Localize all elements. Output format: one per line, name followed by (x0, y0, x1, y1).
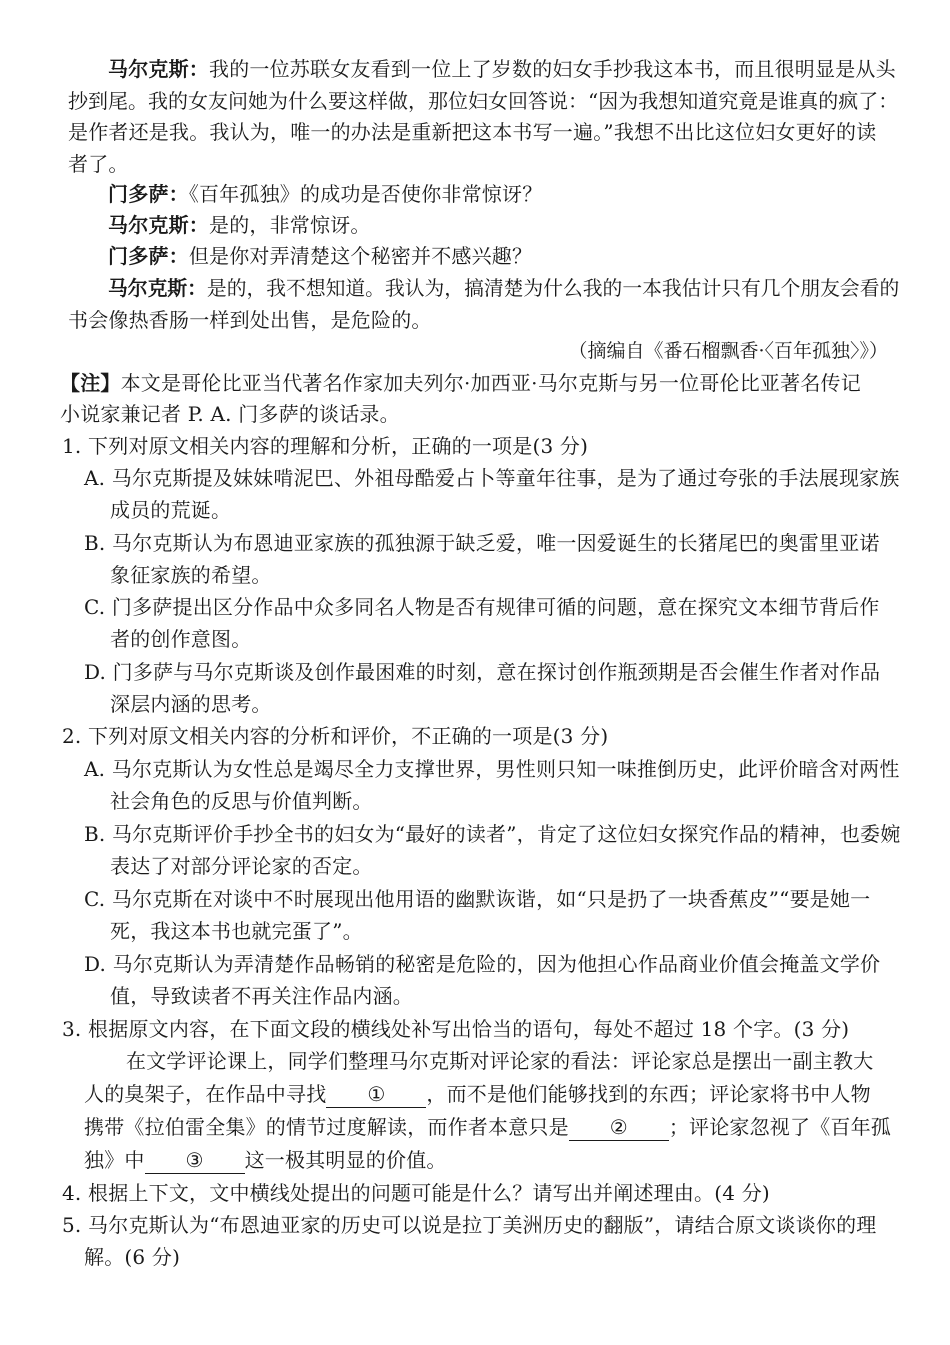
note-line: 【注】本文是哥伦比亚当代著名作家加夫列尔·加西亚·马尔克斯与另一位哥伦比亚著名传记 (60, 371, 861, 395)
q2-option-d: D. 马尔克斯认为弄清楚作品畅销的秘密是危险的，因为他担心作品商业价值会掩盖文学价 (84, 952, 881, 976)
dialogue-line: 门多萨：《百年孤独》的成功是否使你非常惊讶？ (108, 182, 543, 206)
dialogue-line: 门多萨：但是你对弄清楚这个秘密并不感兴趣？ (108, 244, 533, 268)
dialogue-line: 抄到尾。我的女友问她为什么要这样做，那位妇女回答说：“因为我想知道究竟是谁真的疯了： (68, 89, 899, 113)
question-2-stem: 2. 下列对原文相关内容的分析和评价，不正确的一项是(3 分) (62, 724, 609, 748)
q1-option-c-cont: 者的创作意图。 (110, 627, 252, 651)
source-citation: （摘编自《番石榴飘香·〈百年孤独〉》） (568, 340, 888, 362)
note-line: 小说家兼记者 P. A. 门多萨的谈话录。 (60, 402, 400, 426)
dialogue-line: 马尔克斯：是的，我不想知道。我认为，搞清楚为什么我的一本我估计只有几个朋友会看的 (108, 276, 900, 300)
q1-option-b: B. 马尔克斯认为布恩迪亚家族的孤独源于缺乏爱，唯一因爱诞生的长猪尾巴的奥雷里亚诺 (84, 531, 880, 555)
speaker-marquez: 马尔克斯： (108, 213, 209, 237)
q1-option-c: C. 门多萨提出区分作品中众多同名人物是否有规律可循的问题，意在探究文本细节背后作 (84, 595, 880, 619)
dialogue-line: 马尔克斯：是的，非常惊讶。 (108, 213, 371, 237)
speaker-mendoza: 门多萨： (108, 244, 189, 268)
q2-option-c: C. 马尔克斯在对谈中不时展现出他用语的幽默诙谐，如“只是扔了一块香蕉皮”“要是她一 (84, 887, 871, 911)
speaker-marquez: 马尔克斯： (108, 276, 207, 300)
question-4-stem: 4. 根据上下文，文中横线处提出的问题可能是什么？请写出并阐述理由。(4 分) (62, 1181, 770, 1205)
question-1-stem: 1. 下列对原文相关内容的理解和分析，正确的一项是(3 分) (62, 434, 589, 458)
dialogue-line: 者了。 (68, 152, 129, 176)
question-5-stem-cont: 解。(6 分) (84, 1245, 181, 1269)
q3-passage-line: 人的臭架子，在作品中寻找 ① ，而不是他们能够找到的东西；评论家将书中人物 (84, 1082, 871, 1106)
blank-2[interactable]: ② (569, 1114, 669, 1141)
note-tag: 【注】 (60, 371, 121, 395)
q2-option-c-cont: 死，我这本书也就完蛋了”。 (110, 919, 363, 943)
q3-passage-line: 在文学评论课上，同学们整理马尔克斯对评论家的看法：评论家总是摆出一副主教大 (126, 1049, 874, 1073)
q1-option-b-cont: 象征家族的希望。 (110, 563, 272, 587)
blank-3[interactable]: ③ (145, 1147, 245, 1174)
q2-option-a: A. 马尔克斯认为女性总是竭尽全力支撑世界，男性则只知一味推倒历史，此评价暗含对两性 (84, 757, 900, 781)
dialogue-line: 书会像热香肠一样到处出售，是危险的。 (68, 308, 432, 332)
q2-option-b-cont: 表达了对部分评论家的否定。 (110, 854, 373, 878)
q1-option-d-cont: 深层内涵的思考。 (110, 692, 272, 716)
question-5-stem: 5. 马尔克斯认为“布恩迪亚家的历史可以说是拉丁美洲历史的翻版”，请结合原文谈谈你的理 (62, 1213, 877, 1237)
q2-option-d-cont: 值，导致读者不再关注作品内涵。 (110, 984, 413, 1008)
dialogue-line: 是作者还是我。我认为，唯一的办法是重新把这本书写一遍。”我想不出比这位妇女更好的读 (68, 120, 877, 144)
q2-option-b: B. 马尔克斯评价手抄全书的妇女为“最好的读者”，肯定了这位妇女探究作品的精神，也委婉 (84, 822, 901, 846)
q3-passage-line: 独》中 ③ 这一极其明显的价值。 (84, 1148, 447, 1172)
q3-passage-line: 携带《拉伯雷全集》的情节过度解读，而作者本意只是 ② ；评论家忽视了《百年孤 (84, 1115, 892, 1139)
question-3-stem: 3. 根据原文内容，在下面文段的横线处补写出恰当的语句，每处不超过 18 个字。(3 分) (62, 1017, 850, 1041)
q1-option-a: A. 马尔克斯提及妹妹啃泥巴、外祖母酷爱占卜等童年往事，是为了通过夸张的手法展现家族 (84, 466, 900, 490)
speaker-mendoza: 门多萨： (108, 182, 189, 206)
speaker-marquez: 马尔克斯： (108, 57, 209, 81)
q1-option-d: D. 门多萨与马尔克斯谈及创作最困难的时刻，意在探讨创作瓶颈期是否会催生作者对作品 (84, 660, 881, 684)
dialogue-line: 马尔克斯：我的一位苏联女友看到一位上了岁数的妇女手抄我这本书，而且很明显是从头 (108, 57, 896, 81)
q1-option-a-cont: 成员的荒诞。 (110, 498, 232, 522)
blank-1[interactable]: ① (326, 1081, 426, 1108)
q2-option-a-cont: 社会角色的反思与价值判断。 (110, 789, 373, 813)
